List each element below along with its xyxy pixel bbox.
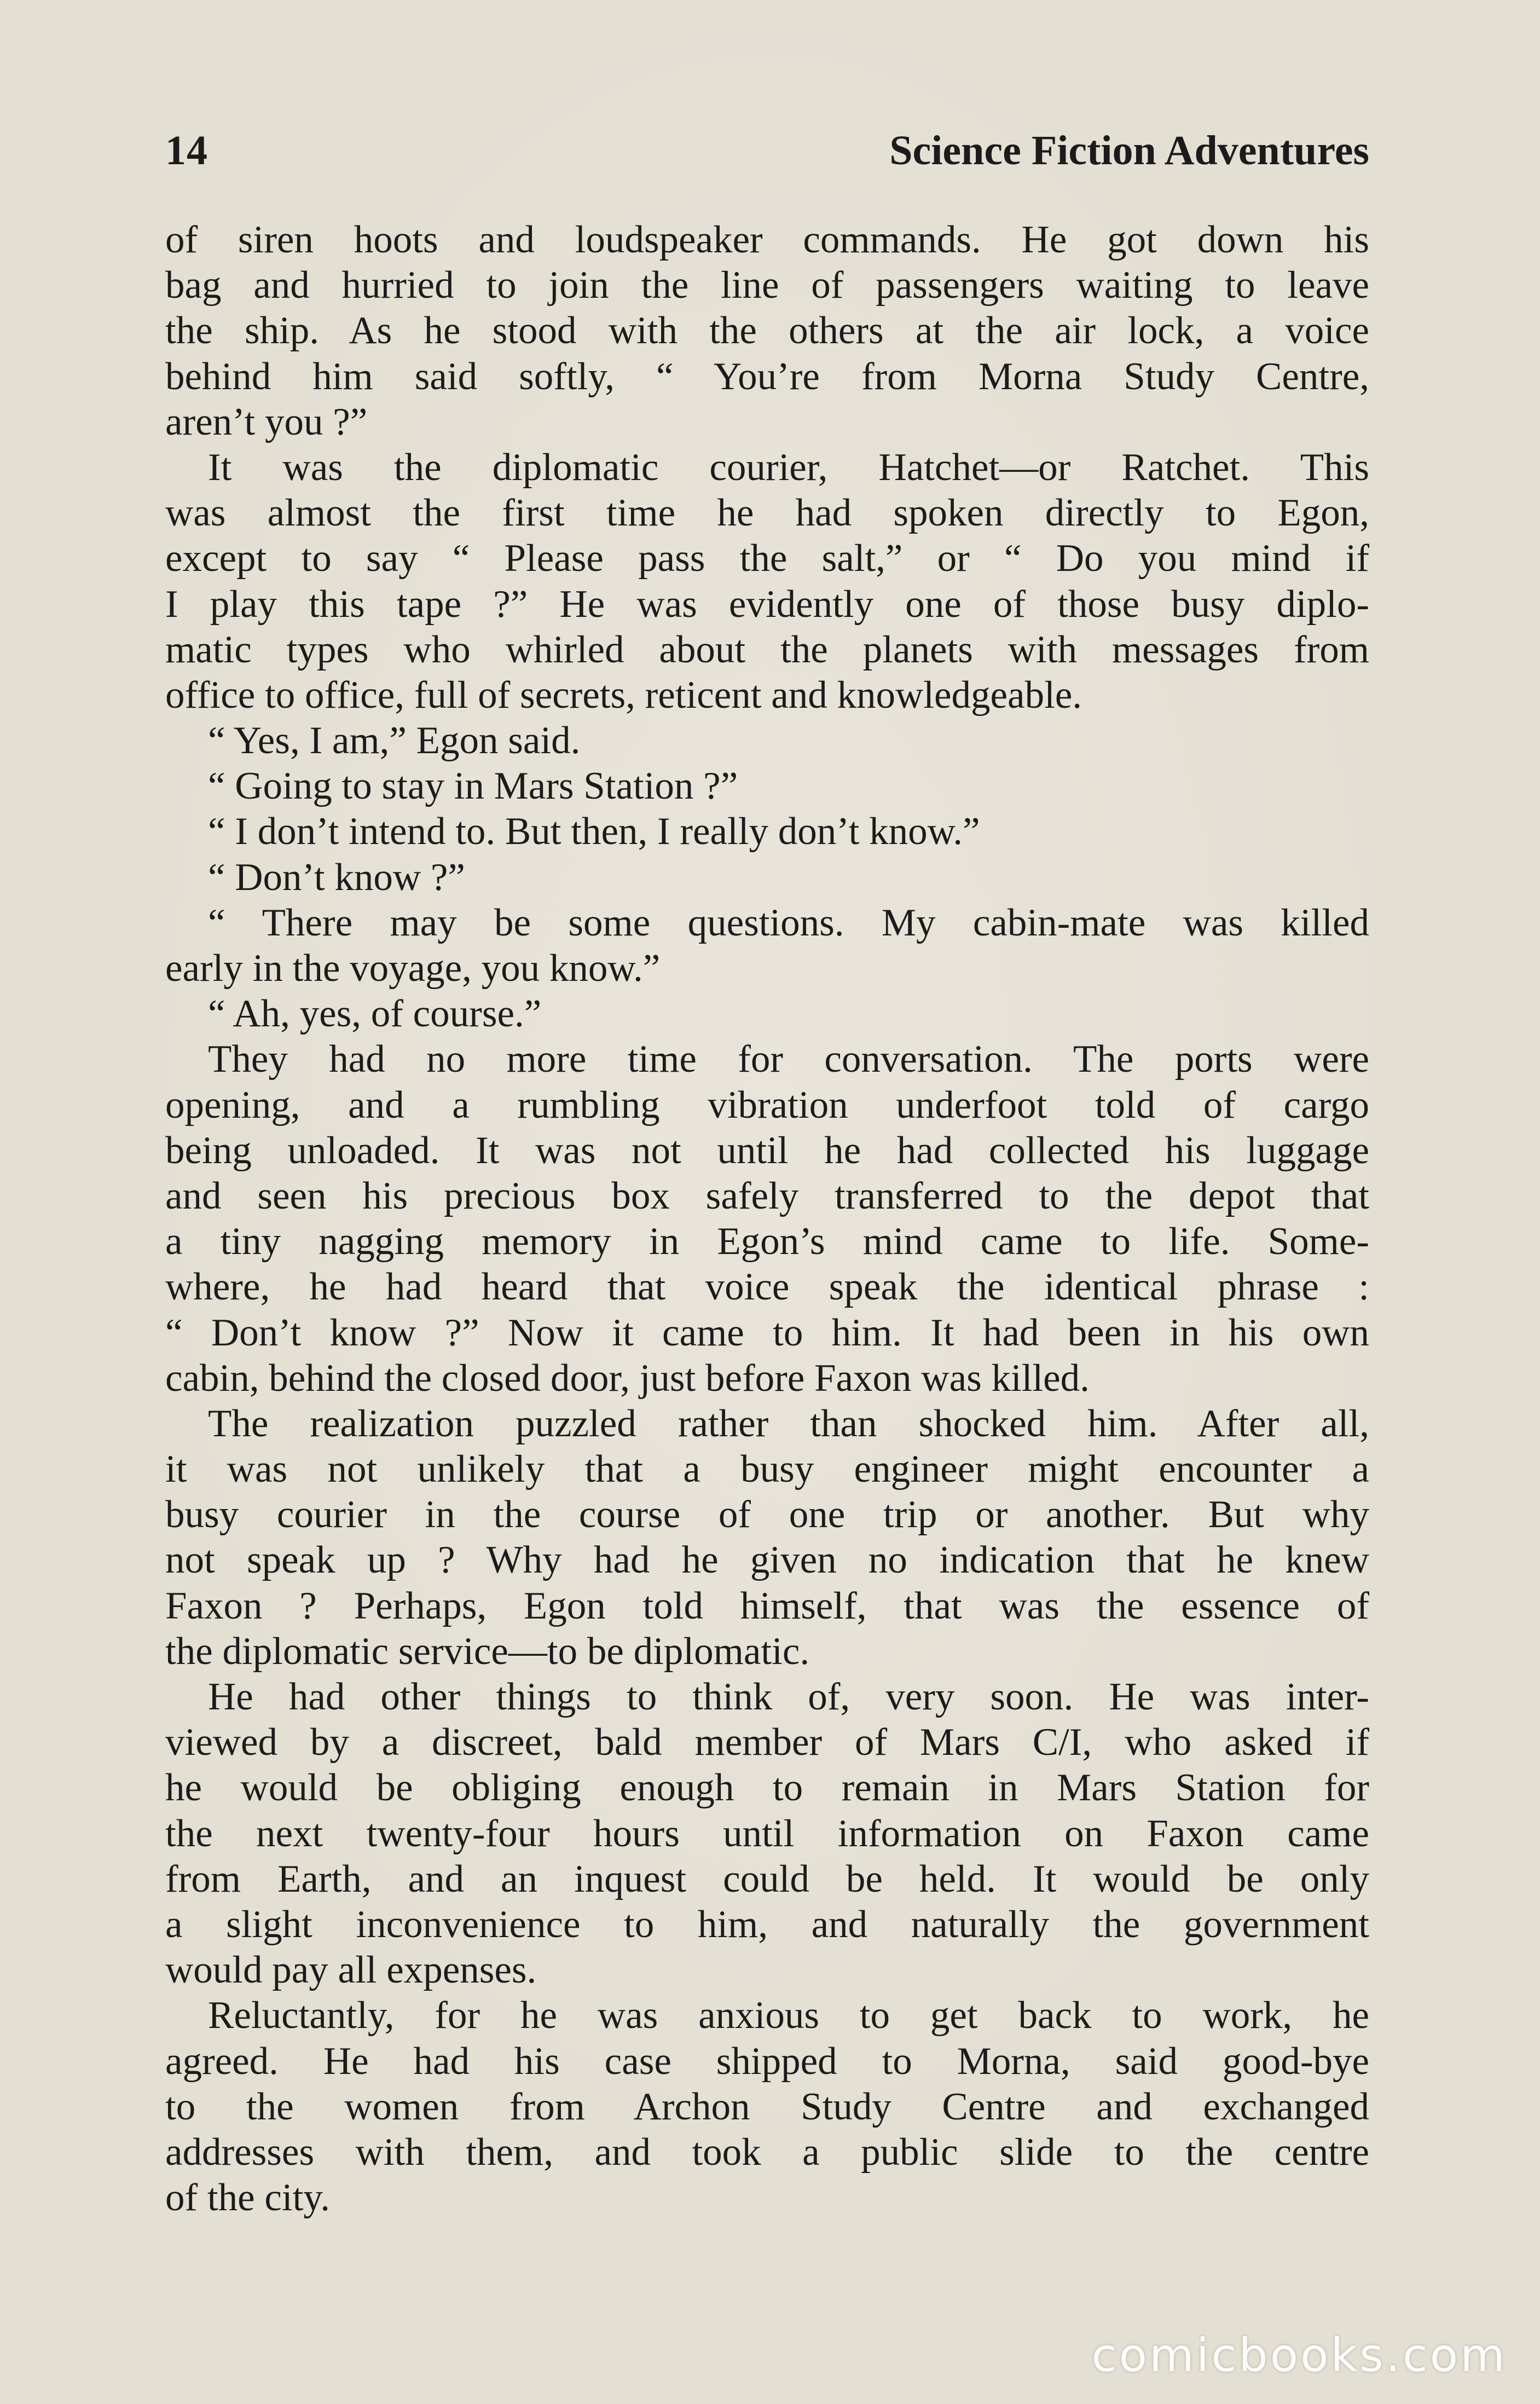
- text-line: addresses with them, and took a public slide to the centre: [165, 2130, 1369, 2174]
- text-line: and seen his precious box safely transferred to the depot that: [165, 1174, 1369, 1217]
- text-line: the next twenty-four hours until information on Faxon came: [165, 1812, 1369, 1855]
- text-line: They had no more time for conversation. The ports were: [208, 1038, 1369, 1081]
- page-header: [165, 120, 1369, 186]
- text-line: bag and hurried to join the line of passengers waiting to leave: [165, 264, 1369, 307]
- text-line: the ship. As he stood with the others at the air lock, a voice: [165, 309, 1369, 352]
- text-line: early in the voyage, you know.”: [165, 947, 661, 990]
- text-line: I play this tape ?” He was evidently one of those busy diplo-: [165, 582, 1369, 626]
- text-line: Reluctantly, for he was anxious to get back to work, he: [208, 1994, 1369, 2037]
- text-line: behind him said softly, “ You’re from Morna Study Centre,: [165, 355, 1369, 398]
- page-number: 14: [165, 128, 208, 174]
- text-line: of siren hoots and loudspeaker commands. He got down his: [165, 218, 1369, 261]
- text-line: from Earth, and an inquest could be held. It would be only: [165, 1857, 1369, 1900]
- text-line: The realization puzzled rather than shocked him. After all,: [208, 1402, 1369, 1445]
- text-line: was almost the first time he had spoken directly to Egon,: [165, 492, 1369, 535]
- text-line: He had other things to think of, very soon. He was inter-: [208, 1675, 1369, 1718]
- text-line: “ There may be some questions. My cabin-mate was killed: [208, 901, 1369, 944]
- running-head: Science Fiction Adventures: [889, 128, 1369, 174]
- text-line: it was not unlikely that a busy engineer might encounter a: [165, 1448, 1369, 1491]
- text-line: agreed. He had his case shipped to Morna, said good-bye: [165, 2039, 1369, 2083]
- text-line: a tiny nagging memory in Egon’s mind came to life. Some-: [165, 1220, 1369, 1263]
- text-line: a slight inconvenience to him, and naturally the government: [165, 1903, 1369, 1946]
- text-line: It was the diplomatic courier, Hatchet—or Ratchet. This: [208, 446, 1369, 489]
- text-line: not speak up ? Why had he given no indication that he knew: [165, 1539, 1369, 1582]
- text-line: the diplomatic service—to be diplomatic.: [165, 1629, 810, 1673]
- text-line: to the women from Archon Study Centre and exchanged: [165, 2085, 1369, 2128]
- text-line: opening, and a rumbling vibration underfoot told of cargo: [165, 1083, 1369, 1126]
- text-line: “ Yes, I am,” Egon said.: [208, 719, 581, 762]
- text-line: being unloaded. It was not until he had collected his luggage: [165, 1129, 1369, 1172]
- body-text: [165, 217, 1369, 2221]
- text-line: of the city.: [165, 2176, 330, 2220]
- text-line: “ Going to stay in Mars Station ?”: [208, 765, 738, 808]
- text-line: aren’t you ?”: [165, 400, 368, 443]
- text-line: busy courier in the course of one trip or another. But why: [165, 1493, 1369, 1536]
- text-line: matic types who whirled about the planets with messages from: [165, 628, 1369, 671]
- text-line: would pay all expenses.: [165, 1949, 537, 1992]
- text-line: “ Don’t know ?” Now it came to him. It had been in his own: [165, 1311, 1369, 1354]
- text-line: Faxon ? Perhaps, Egon told himself, that was the essence of: [165, 1584, 1369, 1627]
- text-line: “ Ah, yes, of course.”: [208, 992, 542, 1036]
- text-line: “ Don’t know ?”: [208, 856, 465, 899]
- text-line: except to say “ Please pass the salt,” or “ Do you mind if: [165, 537, 1369, 580]
- text-line: he would be obliging enough to remain in Mars Station for: [165, 1766, 1369, 1810]
- text-line: viewed by a discreet, bald member of Mars C/I, who asked if: [165, 1721, 1369, 1764]
- text-line: where, he had heard that voice speak the identical phrase :: [165, 1265, 1369, 1309]
- text-line: cabin, behind the closed door, just before Faxon was killed.: [165, 1356, 1090, 1400]
- text-line: office to office, full of secrets, reticent and knowledgeable.: [165, 673, 1082, 716]
- watermark: comicbooks.com: [1091, 2328, 1507, 2382]
- text-line: “ I don’t intend to. But then, I really don’t know.”: [208, 810, 980, 853]
